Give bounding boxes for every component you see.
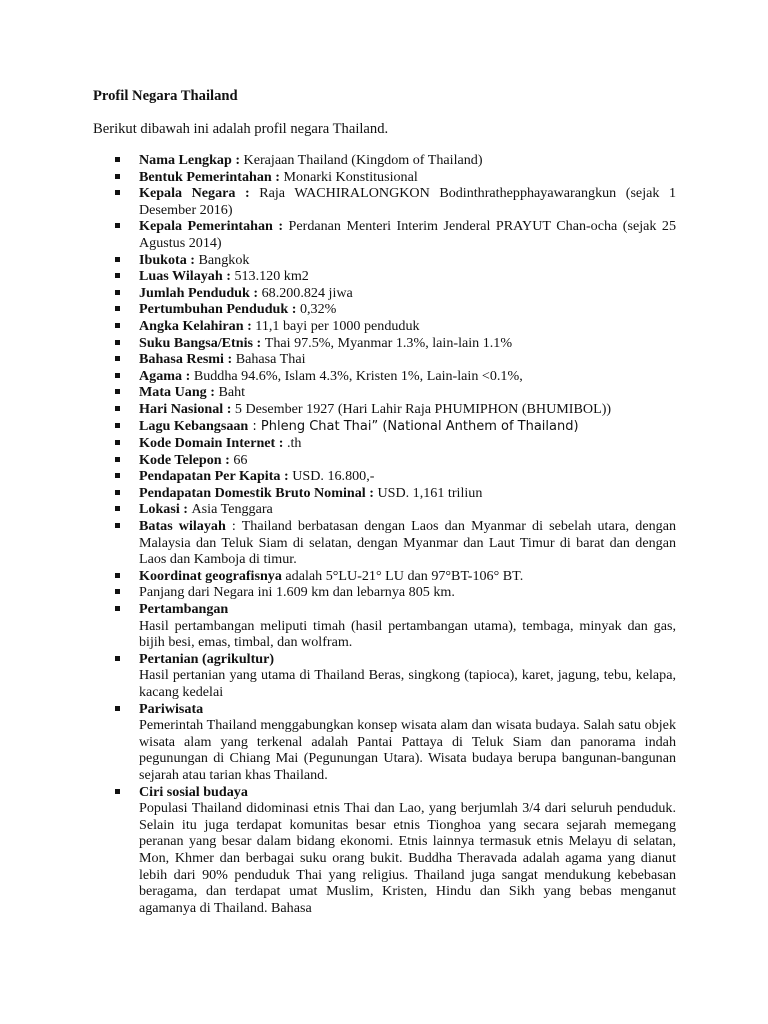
item-label: Luas Wilayah : [139,268,235,285]
item-label: Pendapatan Domestik Bruto Nominal : [139,484,378,501]
item-label: Nama Lengkap : [139,152,244,168]
item-value: : Phleng Chat Thai” (National Anthem of Thailand) [248,418,579,434]
list-item-luas-wilayah [93,268,676,285]
list-item-lagu-kebangsaan [93,418,676,436]
intro-paragraph: Berikut dibawah ini adalah profil negara Thailand. [93,121,389,137]
item-label: Angka Kelahiran : [139,317,256,334]
item-value: Perdanan Menteri Interim Jenderal PRAYUT Chan-ocha (sejak 25 Agustus 2014) [139,218,676,251]
list-item-angka-kelahiran [93,318,676,335]
list-item-suku-bangsa [93,335,676,352]
list-item-panjang-lebar [93,584,676,601]
list-item-bahasa-resmi [93,351,676,368]
item-label: Kode Telepon : [139,451,234,468]
item-label: Batas wilayah [139,518,226,535]
list-item-kepala-negara [93,185,676,218]
item-label: Mata Uang : [139,384,219,401]
item-value: adalah 5°LU-21° LU dan 97°BT-106° BT. [285,567,524,584]
list-item-lokasi [93,501,676,518]
item-label: Pendapatan Per Kapita : [139,468,293,485]
list-item-agama [93,368,676,385]
item-value: USD. 1,161 triliun [377,484,483,501]
item-value: Populasi Thailand didominasi etnis Thai dan Lao, yang berjumlah 3/4 dari seluruh penduduk. Selain itu juga terdapat komunitas besar etnis Tionghoa yang secara sejarah memegang peranan yang besar dalam bidang ekonomi. Etnis lainnya termasuk etnis Melayu di selatan, Mon, Khmer dan berbagai suku orang bukit. Buddha Theravada adalah agama yang dianut lebih dari 90% penduduk Thai yang religius. Thailand juga sangat mendukung kebebasan beragama, dan terdapat umat Muslim, Kristen, Hindu dan Sikh yang bebas menganut agamanya di Thailand. Bahasa [139,800,676,916]
item-value: Asia Tenggara [191,501,273,518]
list-item-hari-nasional [93,401,676,418]
list-item-jumlah-penduduk [93,285,676,302]
item-label: Agama : [139,367,194,384]
list-item-pertambangan [93,601,676,651]
list-item-pdb-nominal [93,485,676,502]
item-value: Baht [218,384,246,401]
item-value: 11,1 bayi per 1000 penduduk [255,317,420,334]
item-label: Ibukota : [139,251,199,268]
item-label: Koordinat geografisnya [139,567,286,584]
list-item-pertanian [93,651,676,701]
item-value: Kerajaan Thailand (Kingdom of Thailand) [243,152,483,168]
list-item-mata-uang [93,384,676,401]
list-item-ibukota [93,252,676,269]
list-item-kode-domain [93,435,676,452]
list-item-pendapatan-per-kapita [93,468,676,485]
item-value: 513.120 km2 [234,268,309,285]
list-item-nama-lengkap [93,152,676,169]
item-label: Ciri sosial budaya [139,783,248,800]
item-value: 0,32% [299,301,337,318]
list-item-koordinat [93,568,676,585]
item-label: Bahasa Resmi : [139,351,236,368]
list-item-pariwisata [93,701,676,784]
item-value: USD. 16.800,- [292,468,375,485]
item-value: Hasil pertambangan meliputi timah (hasil pertambangan utama), tembaga, minyak dan gas, bijih besi, emas, timbal, dan wolfram. [139,617,676,651]
list-item-ciri-sosial-budaya [93,784,676,917]
item-label: Bentuk Pemerintahan : [139,168,284,185]
item-value: 5 Desember 1927 (Hari Lahir Raja PHUMIPHON (BHUMIBOL)) [234,400,612,417]
item-value: Monarki Konstitusional [283,168,418,185]
list-item-bentuk-pemerintahan [93,169,676,186]
item-label: Kepala Negara : [139,185,260,202]
item-label: Lagu Kebangsaan [139,417,249,434]
list-item-kode-telepon [93,452,676,469]
item-label: Pertumbuhan Penduduk : [139,301,300,318]
item-value: Hasil pertanian yang utama di Thailand Beras, singkong (tapioca), karet, jagung, tebu, kelapa, kacang kedelai [139,667,676,700]
item-value: Thai 97.5%, Myanmar 1.3%, lain-lain 1.1% [264,334,513,351]
item-label: Pertanian (agrikultur) [139,650,275,667]
item-value: 68.200.824 jiwa [261,284,353,301]
item-label: Pariwisata [139,700,204,717]
item-label: Kepala Pemerintahan : [139,218,289,235]
item-value: Raja WACHIRALONGKON Bodinthrathepphayawarangkun (sejak 1 Desember 2016) [139,185,676,218]
list-item-pertumbuhan-penduduk [93,301,676,318]
item-label: Suku Bangsa/Etnis : [139,334,265,351]
list-item-kepala-pemerintahan [93,218,676,251]
item-value: .th [286,435,302,452]
item-label: Pertambangan [139,601,229,618]
item-value: Panjang dari Negara ini 1.609 km dan lebarnya 805 km. [139,584,455,601]
item-value: 66 [233,451,248,468]
item-value: Buddha 94.6%, Islam 4.3%, Kristen 1%, Lain-lain <0.1%, [193,367,523,384]
item-value: Bangkok [198,251,250,268]
list-item-batas-wilayah [93,518,676,568]
document-title: Profil Negara Thailand [93,88,238,104]
profile-list [93,152,676,916]
item-label: Kode Domain Internet : [139,435,287,452]
item-value: Pemerintah Thailand menggabungkan konsep wisata alam dan wisata budaya. Salah satu objek wisata alam yang terkenal adalah Pantai Pattaya di Teluk Siam dan panorama indah pegunungan di Chiang Mai (Pegunungan Utara). Wisata budaya berupa bangunan-bangunan sejarah atau tarian khas Thailand. [139,717,676,783]
item-value: Bahasa Thai [235,351,306,368]
item-label: Hari Nasional : [139,400,235,417]
item-label: Jumlah Penduduk : [139,284,262,301]
item-value: : Thailand berbatasan dengan Laos dan Myanmar di sebelah utara, dengan Malaysia dan Teluk Siam di selatan, dengan Myanmar dan Laut Timur di barat dan dengan Laos dan Kamboja di timur. [139,518,677,568]
item-label: Lokasi : [139,501,192,518]
